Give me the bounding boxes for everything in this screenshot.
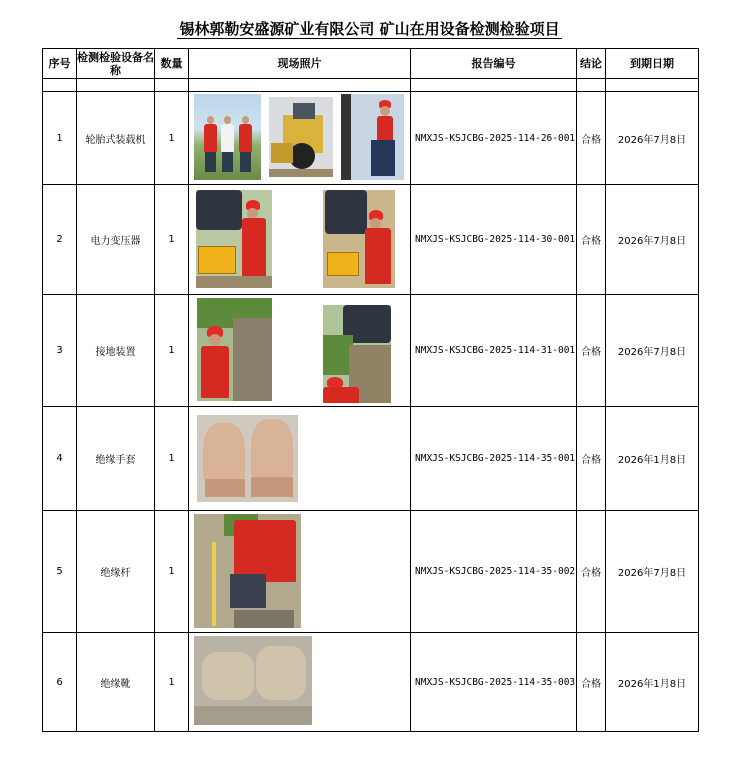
header-result: 结论 — [577, 49, 606, 79]
table-row — [43, 633, 699, 732]
result-cell: 合格 — [577, 633, 606, 732]
photo-cell — [189, 511, 411, 633]
name-cell: 接地装置 — [77, 295, 155, 407]
seq-cell: 5 — [43, 511, 77, 633]
report-cell: NMXJS-KSJCBG-2025-114-35-002 — [411, 511, 577, 633]
expiry-cell: 2026年7月8日 — [606, 185, 699, 295]
name-cell: 轮胎式装载机 — [77, 92, 155, 185]
qty-cell: 1 — [155, 633, 189, 732]
report-cell: NMXJS-KSJCBG-2025-114-30-001 — [411, 185, 577, 295]
report-cell: NMXJS-KSJCBG-2025-114-35-001 — [411, 407, 577, 511]
table-row — [43, 295, 699, 407]
qty-cell: 1 — [155, 407, 189, 511]
seq-cell: 6 — [43, 633, 77, 732]
insulating-boots-photo — [194, 636, 312, 725]
report-cell: NMXJS-KSJCBG-2025-114-31-001 — [411, 295, 577, 407]
photo-cell — [189, 185, 411, 295]
photo-cell — [189, 92, 411, 185]
seq-cell: 4 — [43, 407, 77, 511]
site-photo-transformer-a — [196, 190, 272, 288]
table-row — [43, 407, 699, 511]
seq-cell: 3 — [43, 295, 77, 407]
name-cell: 绝缘杆 — [77, 511, 155, 633]
header-seq: 序号 — [43, 49, 77, 79]
photo-cell — [189, 633, 411, 732]
site-photo-cab — [341, 94, 404, 180]
table-row — [43, 92, 699, 185]
name-cell: 绝缘靴 — [77, 633, 155, 732]
result-cell: 合格 — [577, 511, 606, 633]
site-photo-grounding-a — [197, 298, 272, 401]
inspection-table — [42, 48, 699, 732]
qty-cell: 1 — [155, 185, 189, 295]
name-cell: 绝缘手套 — [77, 407, 155, 511]
expiry-cell: 2026年1月8日 — [606, 407, 699, 511]
qty-cell: 1 — [155, 295, 189, 407]
header-expiry: 到期日期 — [606, 49, 699, 79]
result-cell: 合格 — [577, 407, 606, 511]
insulating-gloves-photo — [197, 415, 298, 502]
qty-cell: 1 — [155, 92, 189, 185]
site-photo-grounding-b — [323, 305, 391, 403]
header-name: 检测检验设备名称 — [77, 50, 154, 77]
name-cell: 电力变压器 — [77, 185, 155, 295]
result-cell: 合格 — [577, 295, 606, 407]
seq-cell: 1 — [43, 92, 77, 185]
qty-cell: 1 — [155, 511, 189, 633]
photo-cell — [189, 295, 411, 407]
header-row — [43, 49, 699, 79]
table-row — [43, 185, 699, 295]
insulating-pole-photo — [194, 514, 301, 628]
report-cell: NMXJS-KSJCBG-2025-114-26-001 — [411, 92, 577, 185]
site-photo-loader — [269, 97, 333, 177]
result-cell: 合格 — [577, 185, 606, 295]
expiry-cell: 2026年1月8日 — [606, 633, 699, 732]
result-cell: 合格 — [577, 92, 606, 185]
expiry-cell: 2026年7月8日 — [606, 295, 699, 407]
header-qty: 数量 — [155, 49, 189, 79]
site-photo-inspectors — [194, 94, 261, 180]
expiry-cell: 2026年7月8日 — [606, 92, 699, 185]
site-photo-transformer-b — [323, 190, 395, 288]
spacer-row — [43, 79, 699, 92]
document-title: 锡林郭勒安盛源矿业有限公司 矿山在用设备检测检验项目 — [179, 20, 560, 38]
table-row — [43, 511, 699, 633]
header-report: 报告编号 — [411, 49, 577, 79]
expiry-cell: 2026年7月8日 — [606, 511, 699, 633]
seq-cell: 2 — [43, 185, 77, 295]
photo-cell — [189, 407, 411, 511]
header-photos: 现场照片 — [189, 49, 411, 79]
report-cell: NMXJS-KSJCBG-2025-114-35-003 — [411, 633, 577, 732]
